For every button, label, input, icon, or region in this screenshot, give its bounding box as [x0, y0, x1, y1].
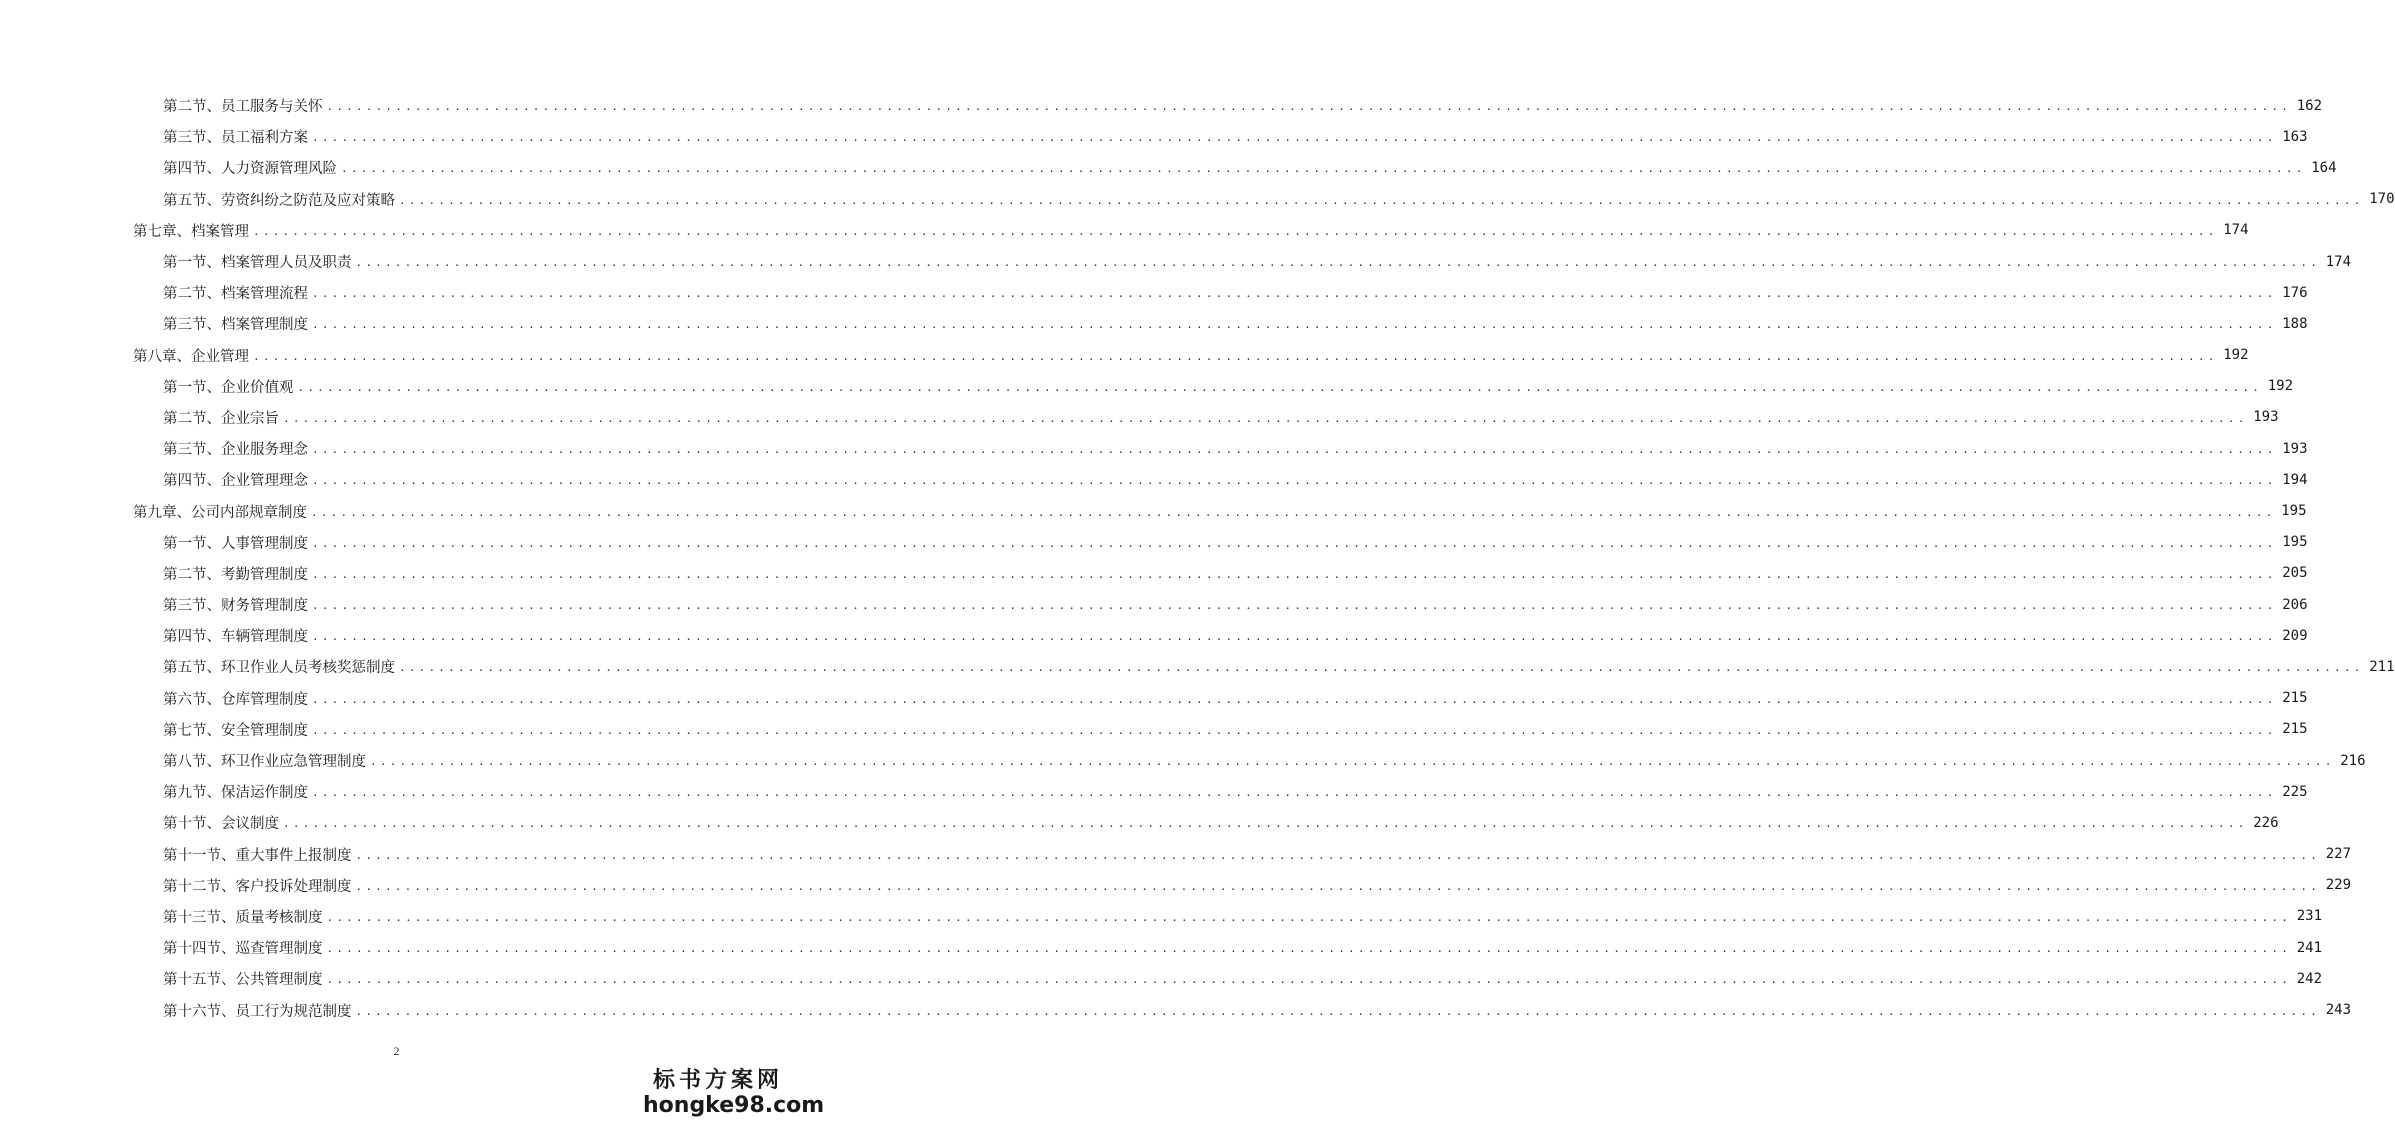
- toc-section-entry[interactable]: [0, 963, 2323, 994]
- toc-entry-page-number: 192: [2267, 378, 2294, 395]
- toc-entry-title: 第一节、企业价值观: [163, 379, 294, 396]
- toc-entry-page-number: 225: [2282, 783, 2308, 800]
- watermark-domain: hongke98.com: [643, 1093, 825, 1118]
- toc-section-entry[interactable]: [0, 589, 2308, 620]
- site-watermark: [643, 1067, 825, 1122]
- toc-entry-page-number: 193: [2253, 409, 2279, 426]
- toc-dot-leader: ........................................................................................................................................................................................................: [355, 1004, 2321, 1018]
- toc-section-entry[interactable]: [0, 184, 2395, 215]
- toc-entry-page-number: 176: [2282, 284, 2308, 301]
- toc-section-entry[interactable]: [0, 464, 2308, 495]
- toc-dot-leader: ........................................................................................................................................................................................................: [326, 942, 2292, 956]
- toc-dot-leader: ........................................................................................................................................................................................................: [355, 256, 2321, 270]
- toc-entry-title: 第十二节、客户投诉处理制度: [163, 878, 352, 895]
- toc-dot-leader: ........................................................................................................................................................................................................: [399, 661, 2364, 675]
- toc-entry-title: 第三节、企业服务理念: [163, 442, 308, 459]
- toc-entry-title: 第四节、车辆管理制度: [163, 629, 308, 646]
- toc-entry-title: 第二节、员工服务与关怀: [163, 99, 323, 116]
- toc-dot-leader: ........................................................................................................................................................................................................: [312, 474, 2277, 488]
- toc-dot-leader: ........................................................................................................................................................................................................: [326, 100, 2292, 114]
- toc-dot-leader: ........................................................................................................................................................................................................: [283, 817, 2248, 831]
- toc-entry-title: 第十六节、员工行为规范制度: [163, 1003, 352, 1020]
- toc-entry-page-number: 195: [2281, 503, 2307, 520]
- toc-entry-page-number: 174: [2223, 222, 2249, 239]
- toc-entry-page-number: 195: [2282, 534, 2308, 551]
- watermark-chinese: 标书方案网: [652, 1067, 783, 1093]
- table-of-contents: [0, 90, 2395, 1026]
- toc-entry-title: 第九章、公司内部规章制度: [133, 504, 307, 521]
- toc-entry-title: 第五节、环卫作业人员考核奖惩制度: [163, 660, 395, 677]
- toc-entry-page-number: 188: [2282, 315, 2308, 332]
- toc-entry-page-number: 243: [2325, 1002, 2352, 1019]
- toc-dot-leader: ........................................................................................................................................................................................................: [312, 567, 2277, 581]
- toc-dot-leader: ........................................................................................................................................................................................................: [312, 723, 2277, 737]
- toc-section-entry[interactable]: [0, 776, 2308, 807]
- toc-dot-leader: ........................................................................................................................................................................................................: [311, 505, 2276, 519]
- toc-section-entry[interactable]: [0, 745, 2366, 776]
- toc-section-entry[interactable]: [0, 308, 2308, 339]
- toc-entry-page-number: 226: [2253, 814, 2279, 831]
- toc-entry-page-number: 205: [2282, 565, 2308, 582]
- toc-section-entry[interactable]: [0, 994, 2352, 1025]
- toc-dot-leader: ........................................................................................................................................................................................................: [355, 848, 2321, 862]
- toc-section-entry[interactable]: [0, 870, 2352, 901]
- toc-entry-page-number: 241: [2296, 939, 2323, 956]
- toc-entry-title: 第五节、劳资纠纷之防范及应对策略: [163, 192, 395, 209]
- toc-entry-title: 第四节、企业管理理念: [163, 473, 308, 490]
- toc-dot-leader: ........................................................................................................................................................................................................: [326, 910, 2292, 924]
- toc-section-entry[interactable]: [0, 277, 2308, 308]
- toc-entry-title: 第一节、人事管理制度: [163, 535, 308, 552]
- toc-entry-title: 第六节、仓库管理制度: [163, 691, 308, 708]
- toc-entry-page-number: 194: [2282, 471, 2308, 488]
- toc-entry-title: 第八节、环卫作业应急管理制度: [163, 754, 366, 771]
- toc-dot-leader: ........................................................................................................................................................................................................: [312, 786, 2277, 800]
- toc-entry-page-number: 227: [2325, 846, 2352, 863]
- toc-dot-leader: ........................................................................................................................................................................................................: [312, 318, 2277, 332]
- toc-entry-title: 第七章、档案管理: [133, 223, 249, 240]
- toc-chapter-entry[interactable]: [0, 215, 2249, 246]
- toc-entry-page-number: 162: [2296, 97, 2323, 114]
- toc-entry-page-number: 242: [2296, 970, 2323, 987]
- toc-entry-page-number: 215: [2282, 690, 2308, 707]
- toc-section-entry[interactable]: [0, 620, 2308, 651]
- toc-entry-title: 第七节、安全管理制度: [163, 722, 308, 739]
- toc-entry-page-number: 209: [2282, 627, 2308, 644]
- toc-section-entry[interactable]: [0, 651, 2395, 682]
- toc-section-entry[interactable]: [0, 152, 2337, 183]
- toc-entry-page-number: 211: [2369, 658, 2395, 675]
- toc-dot-leader: ........................................................................................................................................................................................................: [253, 349, 2218, 363]
- toc-dot-leader: ........................................................................................................................................................................................................: [312, 287, 2277, 301]
- toc-entry-title: 第十五节、公共管理制度: [163, 972, 323, 989]
- toc-entry-title: 第十四节、巡查管理制度: [163, 941, 323, 958]
- toc-entry-title: 第十节、会议制度: [163, 816, 279, 833]
- toc-entry-page-number: 229: [2325, 877, 2352, 894]
- toc-section-entry[interactable]: [0, 433, 2308, 464]
- toc-section-entry[interactable]: [0, 683, 2308, 714]
- toc-section-entry[interactable]: [0, 558, 2308, 589]
- page-number: 2: [393, 1044, 400, 1058]
- toc-dot-leader: ........................................................................................................................................................................................................: [312, 443, 2277, 457]
- toc-section-entry[interactable]: [0, 714, 2308, 745]
- toc-entry-page-number: 163: [2282, 128, 2308, 145]
- toc-entry-title: 第九节、保洁运作制度: [163, 785, 308, 802]
- toc-section-entry[interactable]: [0, 901, 2323, 932]
- toc-dot-leader: ........................................................................................................................................................................................................: [341, 162, 2306, 176]
- toc-entry-title: 第四节、人力资源管理风险: [163, 161, 337, 178]
- toc-entry-title: 第十一节、重大事件上报制度: [163, 847, 352, 864]
- toc-dot-leader: ........................................................................................................................................................................................................: [312, 692, 2277, 706]
- toc-section-entry[interactable]: [0, 527, 2308, 558]
- toc-dot-leader: ........................................................................................................................................................................................................: [312, 599, 2277, 613]
- toc-entry-title: 第三节、财务管理制度: [163, 598, 308, 615]
- toc-dot-leader: ........................................................................................................................................................................................................: [253, 224, 2218, 238]
- toc-entry-page-number: 231: [2296, 908, 2323, 925]
- toc-entry-title: 第三节、档案管理制度: [163, 317, 308, 334]
- toc-entry-page-number: 193: [2282, 440, 2308, 457]
- toc-entry-page-number: 215: [2282, 721, 2308, 738]
- toc-section-entry[interactable]: [0, 932, 2323, 963]
- toc-section-entry[interactable]: [0, 90, 2323, 121]
- toc-section-entry[interactable]: [0, 121, 2308, 152]
- toc-dot-leader: ........................................................................................................................................................................................................: [312, 131, 2277, 145]
- toc-section-entry[interactable]: [0, 402, 2279, 433]
- toc-dot-leader: ........................................................................................................................................................................................................: [326, 973, 2292, 987]
- toc-section-entry[interactable]: [0, 807, 2279, 838]
- toc-dot-leader: ........................................................................................................................................................................................................: [283, 411, 2248, 425]
- toc-entry-title: 第一节、档案管理人员及职责: [163, 255, 352, 272]
- toc-entry-page-number: 216: [2340, 752, 2366, 769]
- toc-dot-leader: ........................................................................................................................................................................................................: [370, 755, 2335, 769]
- toc-entry-title: 第二节、考勤管理制度: [163, 566, 308, 583]
- toc-chapter-entry[interactable]: [0, 495, 2307, 526]
- toc-entry-page-number: 164: [2311, 159, 2337, 176]
- toc-entry-page-number: 174: [2325, 253, 2352, 270]
- toc-section-entry[interactable]: [0, 839, 2352, 870]
- toc-chapter-entry[interactable]: [0, 340, 2249, 371]
- toc-entry-title: 第三节、员工福利方案: [163, 130, 308, 147]
- toc-section-entry[interactable]: [0, 246, 2352, 277]
- toc-entry-title: 第二节、档案管理流程: [163, 286, 308, 303]
- toc-dot-leader: ........................................................................................................................................................................................................: [312, 630, 2277, 644]
- toc-entry-title: 第二节、企业宗旨: [163, 410, 279, 427]
- toc-entry-page-number: 206: [2282, 596, 2308, 613]
- toc-entry-title: 第八章、企业管理: [133, 348, 249, 365]
- toc-dot-leader: ........................................................................................................................................................................................................: [399, 193, 2364, 207]
- toc-entry-page-number: 192: [2223, 347, 2249, 364]
- toc-dot-leader: ........................................................................................................................................................................................................: [355, 879, 2321, 893]
- toc-dot-leader: ........................................................................................................................................................................................................: [297, 380, 2263, 394]
- toc-entry-title: 第十三节、质量考核制度: [163, 909, 323, 926]
- toc-entry-page-number: 170: [2369, 191, 2395, 208]
- toc-dot-leader: ........................................................................................................................................................................................................: [312, 536, 2277, 550]
- toc-section-entry[interactable]: [0, 371, 2294, 402]
